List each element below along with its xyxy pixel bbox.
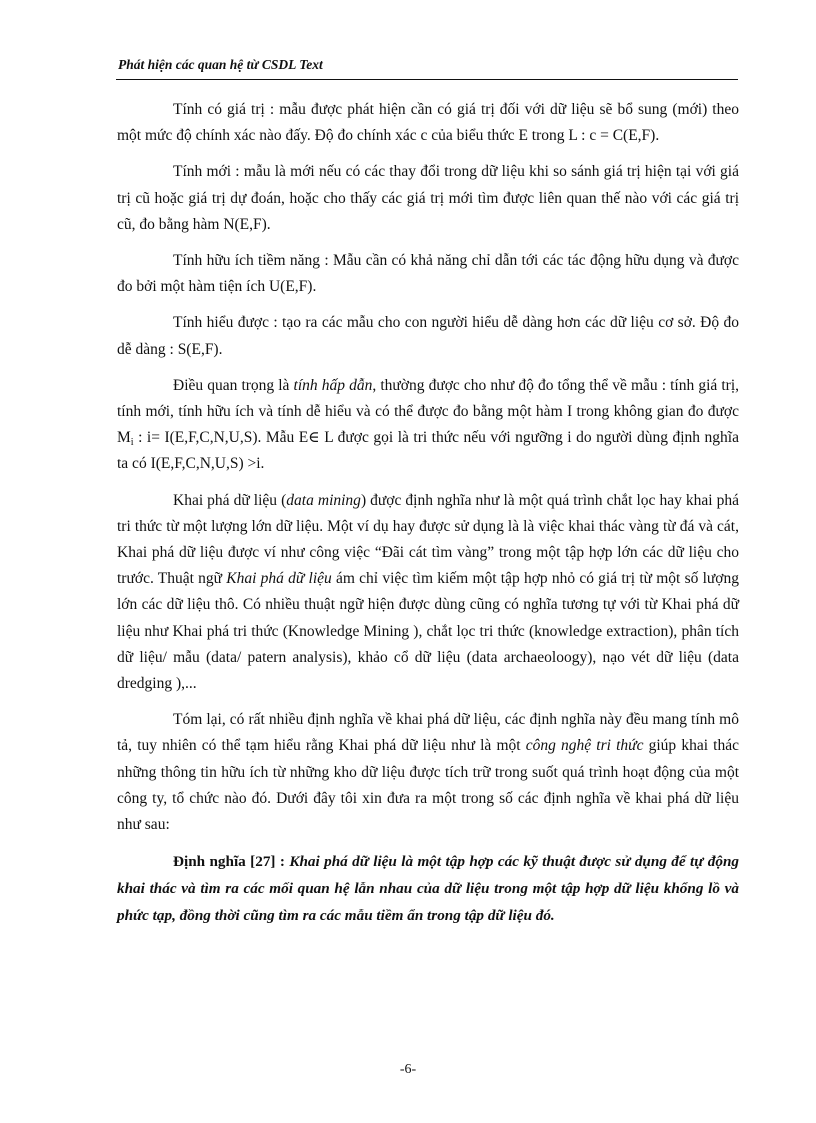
- subscript-index: i: [130, 437, 134, 449]
- paragraph-definition: [117, 848, 739, 929]
- paragraph-summary: [117, 707, 739, 838]
- header-divider: [116, 79, 738, 80]
- paragraph-interestingness: [117, 373, 739, 478]
- paragraph-understandability: Tính hiểu được : tạo ra các mẫu cho con người hiểu dễ dàng hơn các dữ liệu cơ sở. Độ đo dễ dàng : S(E,F).: [117, 314, 739, 358]
- text-run: ám chỉ việc tìm kiếm một tập hợp nhỏ có giá trị từ một số lượng lớn các dữ liệu thô. Có nhiều thuật ngữ hiện được dùng cũng có nghĩa tương tự với từ Khai phá dữ liệu như Khai phá tri thức (Knowledge Mining ), chắt lọc tri thức (knowledge extraction), phân tích dữ liệu/ mẫu (data/ patern analysis), khảo cổ dữ liệu (data archaeoloogy), nạo vét dữ liệu (data dredging ),...: [117, 570, 739, 693]
- paragraph-data-mining-intro: [117, 488, 739, 698]
- page-number: -6-: [399, 1062, 417, 1077]
- document-body: [117, 97, 739, 939]
- emphasis-text: data mining: [286, 491, 361, 509]
- text-run: Khai phá dữ liệu (: [173, 491, 287, 509]
- paragraph-novelty: Tính mới : mẫu là mới nếu có các thay đổi trong dữ liệu khi so sánh giá trị hiện tại với giá trị cũ hoặc giá trị dự đoán, hoặc cho thấy các giá trị mới tìm được liên quan thế nào với các giá trị cũ, đo bằng hàm N(E,F).: [117, 163, 739, 233]
- text-run: ) được định nghĩa như là một quá trình chắt lọc hay khai phá tri thức từ một lượng lớn dữ liệu. Một ví dụ hay được sử dụng là là việc khai thác vàng từ đá và cát, Khai phá dữ liệu được ví như công việc “Đãi cát tìm vàng” trong một tập hợp lớn các dữ liệu cho trước. Thuật ngữ: [117, 491, 739, 588]
- text-run: Tóm lại, có rất nhiều định nghĩa về khai phá dữ liệu, các định nghĩa này đều mang tính mô tả, tuy nhiên có thể tạm hiểu rằng Khai phá dữ liệu như là một: [117, 711, 739, 755]
- text-run: : i= I(E,F,C,N,U,S). Mẫu E∈ L được gọi là tri thức nếu với ngưỡng i do người dùng định nghĩa ta có I(E,F,C,N,U,S) >i.: [117, 429, 739, 473]
- paragraph-usefulness: Tính hữu ích tiềm năng : Mẫu cần có khả năng chỉ dẫn tới các tác động hữu dụng và được đo bởi một hàm tiện ích U(E,F).: [117, 252, 739, 296]
- text-run: giúp khai thác những thông tin hữu ích từ những kho dữ liệu được tích trữ trong suốt quá trình hoạt động của một công ty, tổ chức nào đó. Dưới đây tôi xin đưa ra một trong số các định nghĩa về khai phá dữ liệu như sau:: [117, 737, 739, 834]
- text-run: Điều quan trọng là: [173, 376, 294, 394]
- emphasis-text: công nghệ tri thức: [525, 737, 644, 755]
- definition-text: Khai phá dữ liệu là một tập hợp các kỹ thuật được sử dụng để tự động khai thác và tìm ra các mối quan hệ lẫn nhau của dữ liệu trong một tập hợp dữ liệu khổng lồ và phức tạp, đồng thời cũng tìm ra các mẫu tiềm ẩn trong tập dữ liệu đó.: [117, 853, 739, 925]
- emphasis-text: Khai phá dữ liệu: [226, 570, 332, 588]
- emphasis-text: tính hấp dẫn: [293, 376, 373, 394]
- paragraph-validity: Tính có giá trị : mẫu được phát hiện cần có giá trị đối với dữ liệu sẽ bổ sung (mới) theo một mức độ chính xác nào đấy. Độ đo chính xác c của biểu thức E trong L : c = C(E,F).: [117, 101, 739, 145]
- definition-label: Định nghĩa [27] :: [173, 853, 285, 871]
- text-run: , thường được cho như độ đo tổng thể về mẫu : tính giá trị, tính mới, tính hữu ích và tính dễ hiểu và có thể được đo bằng một hàm I trong không gian đo được M: [117, 376, 739, 447]
- running-header-title: Phát hiện các quan hệ từ CSDL Text: [118, 57, 323, 72]
